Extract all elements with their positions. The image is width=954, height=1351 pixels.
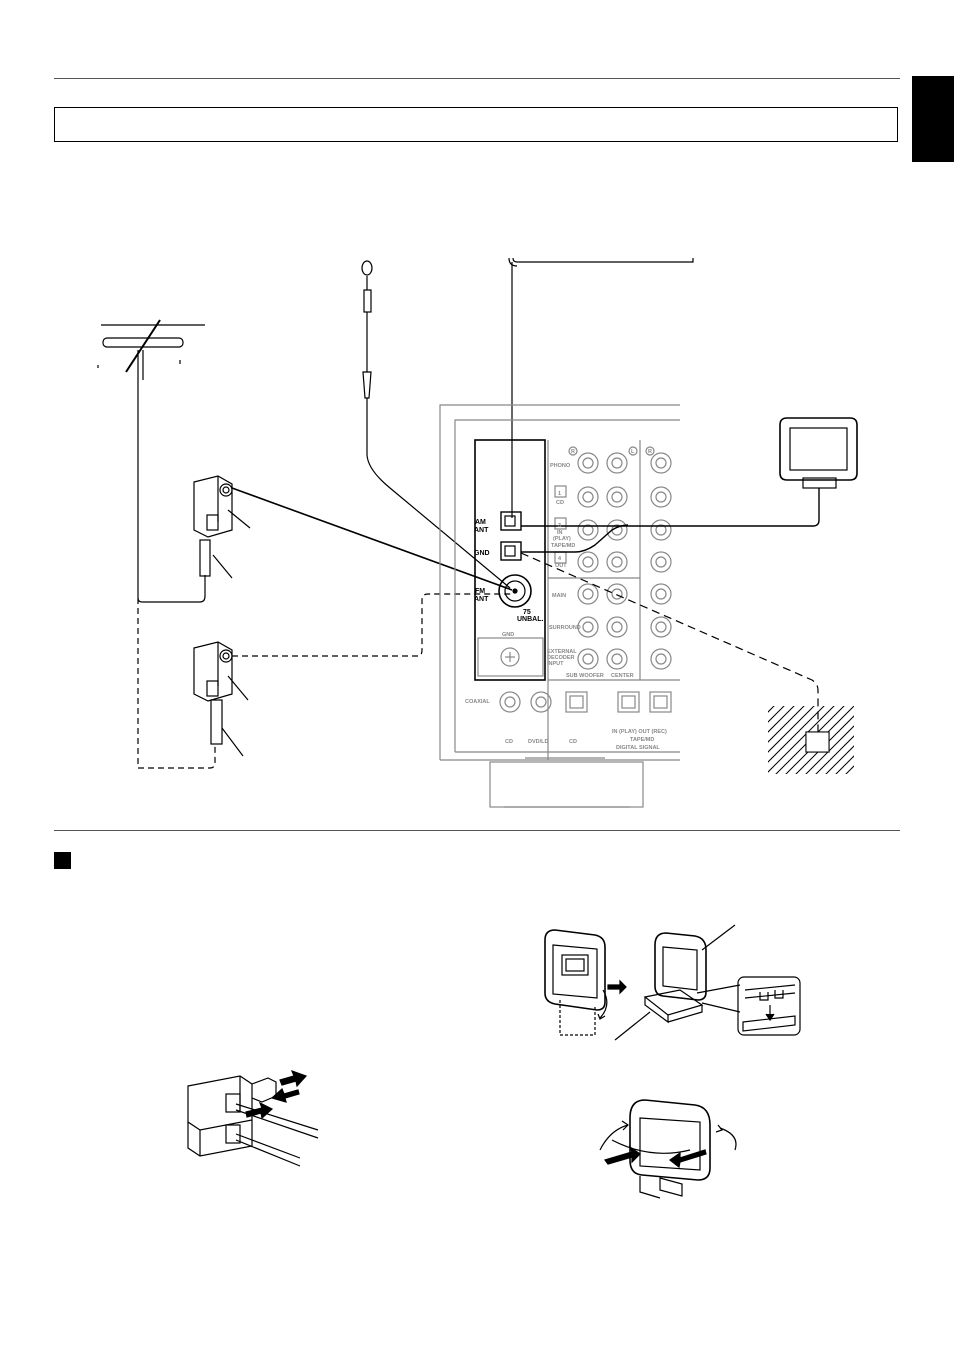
tape-play-label: (PLAY)	[553, 536, 571, 542]
ext-decoder-label-1: EXTERNAL	[547, 649, 577, 655]
am-ant-label-1: AM	[475, 519, 486, 526]
gnd-section-label: GND	[502, 632, 515, 638]
left-channel-mark: L	[631, 449, 635, 455]
ext-decoder-label-2: DECODER	[547, 655, 575, 661]
digital-tape-md-label: TAPE/MD	[630, 737, 655, 743]
right-channel-mark: R	[571, 449, 575, 455]
digital-signal-label: DIGITAL SIGNAL	[616, 745, 660, 751]
cd-label: CD	[556, 500, 564, 506]
phono-label: PHONO	[550, 463, 571, 469]
surround-label: SURROUND	[549, 625, 581, 631]
unbal-label: UNBAL.	[517, 616, 544, 623]
ohm-label: 75	[523, 609, 531, 616]
loop-antenna-folded-icon	[545, 930, 607, 1035]
tape-out-num-label: 4	[558, 556, 562, 562]
fm-ant-label-2: ANT	[474, 596, 489, 603]
tape-in-label: IN	[557, 530, 563, 536]
opt-cd-label: CD	[569, 739, 577, 745]
center-label: CENTER	[611, 673, 634, 679]
loop-antenna-upright-icon	[615, 925, 735, 1040]
cd-num-label: 1	[558, 491, 562, 497]
ext-decoder-label-3: INPUT	[547, 661, 564, 667]
terminal-insert-icon	[188, 1071, 318, 1166]
loop-stand-detail-inset	[697, 977, 800, 1035]
fm-ant-label-1: FM	[475, 588, 486, 595]
tape-md-label: TAPE/MD	[551, 543, 576, 549]
tape-out-label: OUT	[555, 563, 567, 569]
loop-antenna-orient-icon	[600, 1100, 736, 1198]
in-play-out-rec-label: IN (PLAY) OUT (REC)	[612, 729, 667, 735]
coax-cd-label: CD	[505, 739, 513, 745]
right-channel-mark-2: R	[648, 449, 652, 455]
gnd-label: GND	[474, 550, 490, 557]
sub-woofer-label: SUB WOOFER	[566, 673, 604, 679]
tape-num-label: 3	[558, 523, 562, 529]
coaxial-label: COAXIAL	[465, 699, 490, 705]
dvd-ld-label: DVD/LD	[528, 739, 549, 745]
am-ant-label-2: ANT	[474, 527, 489, 534]
main-label: MAIN	[552, 593, 567, 599]
